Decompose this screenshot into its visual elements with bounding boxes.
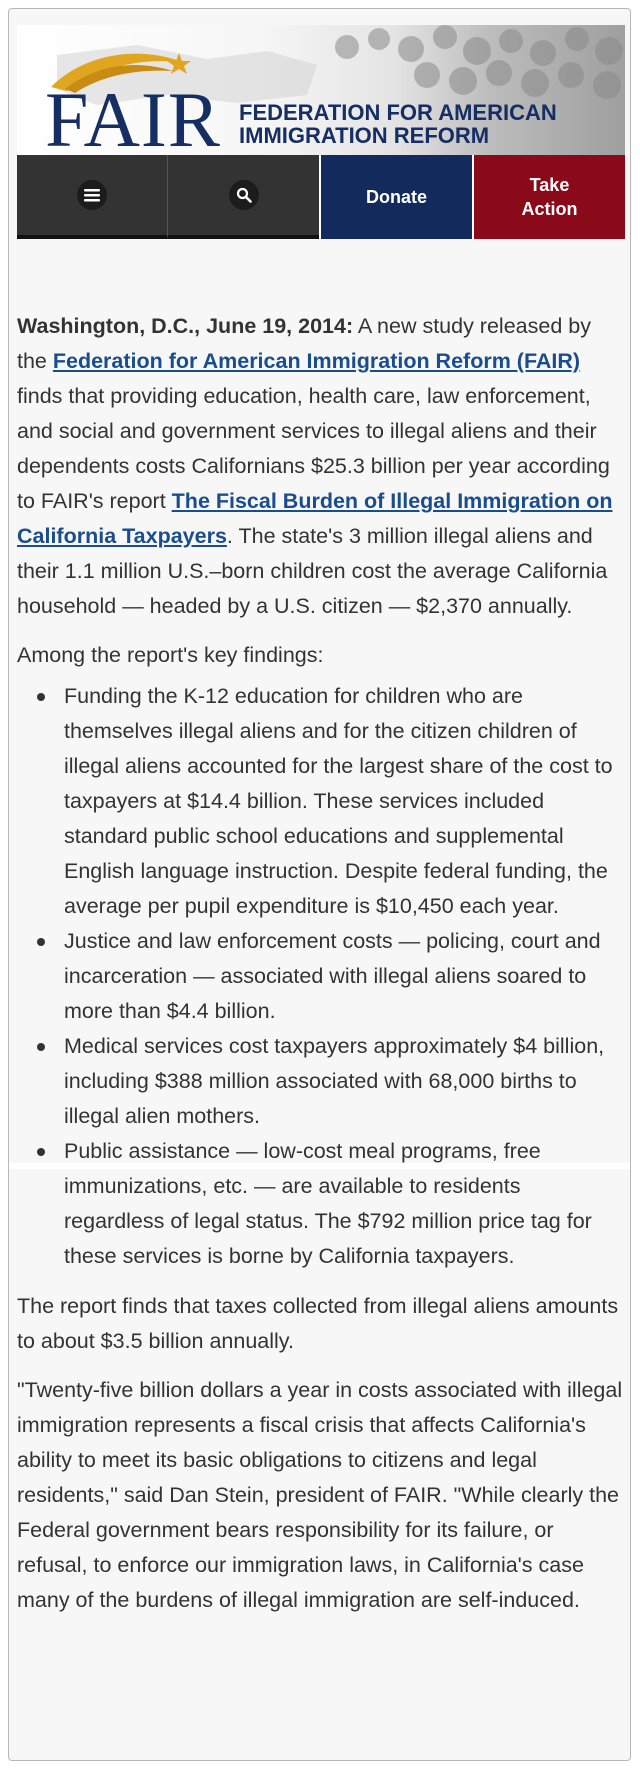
main-nav	[17, 155, 625, 239]
list-item	[17, 1029, 625, 1134]
intro-paragraph	[17, 309, 625, 624]
list-item	[17, 924, 625, 1029]
taxes-paragraph: The report finds that taxes collected from illegal aliens amounts to about $3.5 billion annually.	[17, 1294, 619, 1353]
findings-list	[17, 679, 625, 1274]
donate-label: Donate	[365, 187, 427, 207]
intro-text-3: . The state's 3 million illegal aliens and their 1.1 million U.S.–born children cost the average California household — headed by a U.S. citizen — $2,370 annually.	[17, 524, 608, 618]
finding-text: Medical services cost taxpayers approximately $4 billion, including $388 million associated with 68,000 births to illegal alien mothers.	[64, 1034, 605, 1128]
take-action-line1: Take	[529, 175, 570, 195]
bullet-icon	[37, 1043, 45, 1051]
take-action-button[interactable]	[472, 155, 625, 239]
logo-tagline-line1: FEDERATION FOR AMERICAN	[239, 100, 557, 125]
intro-text-1: A new study released by the	[17, 314, 591, 373]
page-container	[17, 25, 625, 1612]
logo-tagline-line2: IMMIGRATION REFORM	[239, 123, 490, 148]
finding-text: Justice and law enforcement costs — policing, court and incarceration — associated with illegal aliens soared to more than $4.4 billion.	[64, 929, 601, 1023]
list-item	[17, 1134, 625, 1274]
bullet-icon	[37, 938, 45, 946]
finding-text: Funding the K-12 education for children who are themselves illegal aliens and for the citizen children of illegal aliens accounted for the largest share of the cost to taxpayers at $14.4 billion. These services included standard public school educations and supplemental English language instruction. Despite federal funding, the average per pupil expenditure is $10,450 each year.	[64, 684, 613, 918]
article-body	[17, 309, 625, 1632]
report-link[interactable]: The Fiscal Burden of Illegal Immigration on California Taxpayers	[17, 489, 613, 548]
hamburger-menu-icon	[84, 188, 100, 202]
menu-button[interactable]	[17, 155, 168, 239]
fair-logo-text: FAIR	[45, 76, 221, 155]
findings-heading: Among the report's key findings:	[17, 643, 324, 667]
bullet-icon	[37, 693, 45, 701]
page-frame	[8, 8, 631, 1761]
take-action-label	[522, 173, 578, 221]
dateline: Washington, D.C., June 19, 2014:	[17, 314, 354, 338]
site-header	[17, 25, 625, 155]
bullet-icon	[37, 1148, 45, 1156]
search-button[interactable]	[168, 155, 319, 239]
logo-tagline	[239, 101, 557, 147]
take-action-line2: Action	[521, 199, 578, 219]
search-icon	[236, 187, 252, 203]
menu-circle	[77, 180, 107, 210]
quote-paragraph: "Twenty-five billion dollars a year in costs associated with illegal immigration represents a fiscal crisis that affects California's ability to meet its basic obligations to citizens and legal residents," said Dan Stein, president of FAIR. "While clearly the Federal government bears responsibility for its failure, or refusal, to enforce our immigration laws, in California's case many of the burdens of illegal immigration are self-induced.	[17, 1378, 623, 1612]
intro-text-2: finds that providing education, health care, law enforcement, and social and government services to illegal aliens and their dependents costs Californians $25.3 billion per year according to FAIR's report	[17, 384, 610, 513]
list-item	[17, 679, 625, 924]
fair-link[interactable]: Federation for American Immigration Reform (FAIR)	[52, 349, 581, 373]
search-circle	[229, 180, 259, 210]
donate-button[interactable]	[319, 155, 472, 239]
finding-text: Public assistance — low-cost meal programs, free immunizations, etc. — are available to residents regardless of legal status. The $792 million price tag for these services is borne by California taxpayers.	[64, 1139, 592, 1268]
